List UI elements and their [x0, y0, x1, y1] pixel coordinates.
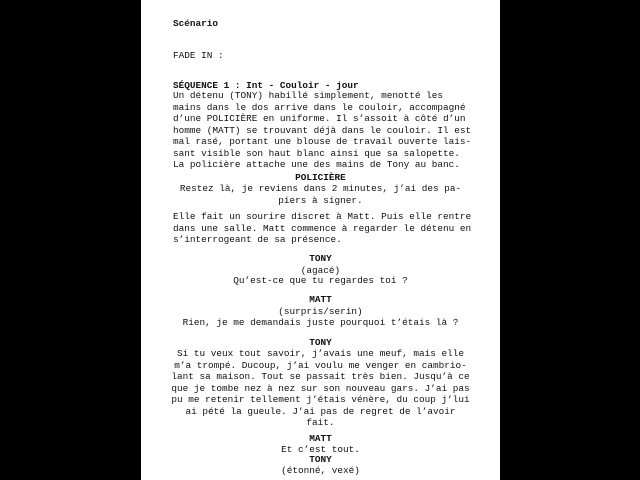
scene-heading: SÉQUENCE 1 : Int - Couloir - jour: [173, 80, 359, 91]
character-name: TONY: [309, 454, 332, 465]
dialogue-line: ai pété la gueule. J’ai pas de regret de l’avoir: [185, 405, 456, 417]
document-header: Scénario: [173, 18, 219, 29]
script-page: [141, 0, 500, 480]
fade-in: FADE IN :: [173, 50, 224, 61]
action-line: dans une salle. Matt commence à regarder le détenu en: [173, 222, 472, 234]
action-line: homme (MATT) se trouvant déjà dans le couloir. Il est: [173, 124, 472, 136]
dialogue-line: pu me retenir tellement j’étais vénère, du coup j’lui: [171, 394, 470, 405]
dialogue-line: m’a trompé. Ducoup, j’ai voulu me venger en cambrio-: [174, 359, 467, 371]
character-name: POLICIÈRE: [295, 172, 346, 183]
dialogue-line: Rien, je me demandais juste pourquoi t’étais là ?: [182, 317, 459, 328]
action-line: sant visible son haut blanc ainsi que sa salopette.: [173, 147, 460, 159]
parenthetical: (surpris/serin): [278, 306, 363, 317]
character-name: MATT: [309, 294, 332, 305]
character-name: TONY: [309, 253, 332, 264]
action-line: Un détenu (TONY) habillé simplement, menotté les: [173, 90, 444, 101]
dialogue-line: Qu’est-ce que tu regardes toi ?: [233, 275, 408, 286]
parenthetical: (agacé): [300, 264, 341, 276]
dialogue-line: que je tombe nez à nez sur son nouveau gars. J’ai pas: [171, 382, 470, 394]
dialogue-line: Si tu veux tout savoir, j’avais une meuf, mais elle: [177, 348, 464, 359]
dialogue-line: fait.: [306, 417, 335, 428]
parenthetical: (étonné, vexé): [281, 465, 360, 476]
action-line: mal rasé, portant une blouse de travail ouverte lais-: [173, 136, 472, 147]
dialogue-line: lant sa maison. Tout se passait très bien. Jusqu’à ce: [171, 371, 470, 382]
action-line: mains dans le dos arrive dans le couloir, accompagné: [173, 101, 466, 113]
character-name: TONY: [309, 337, 332, 348]
dialogue-line: Et c’est tout.: [281, 444, 360, 455]
action-line: d’une POLICIÈRE en uniforme. Il s’assoit à côté d’un: [173, 113, 466, 124]
action-line: s’interrogeant de sa présence.: [173, 234, 342, 245]
action-line: Elle fait un sourire discret à Matt. Puis elle rentre: [173, 211, 472, 222]
dialogue-line: Restez là, je reviens dans 2 minutes, j’ai des pa-: [179, 183, 462, 194]
action-line: La policière attache une des mains de Tony au banc.: [173, 159, 460, 170]
character-name: MATT: [309, 433, 332, 444]
dialogue-line: piers à signer.: [278, 194, 363, 206]
